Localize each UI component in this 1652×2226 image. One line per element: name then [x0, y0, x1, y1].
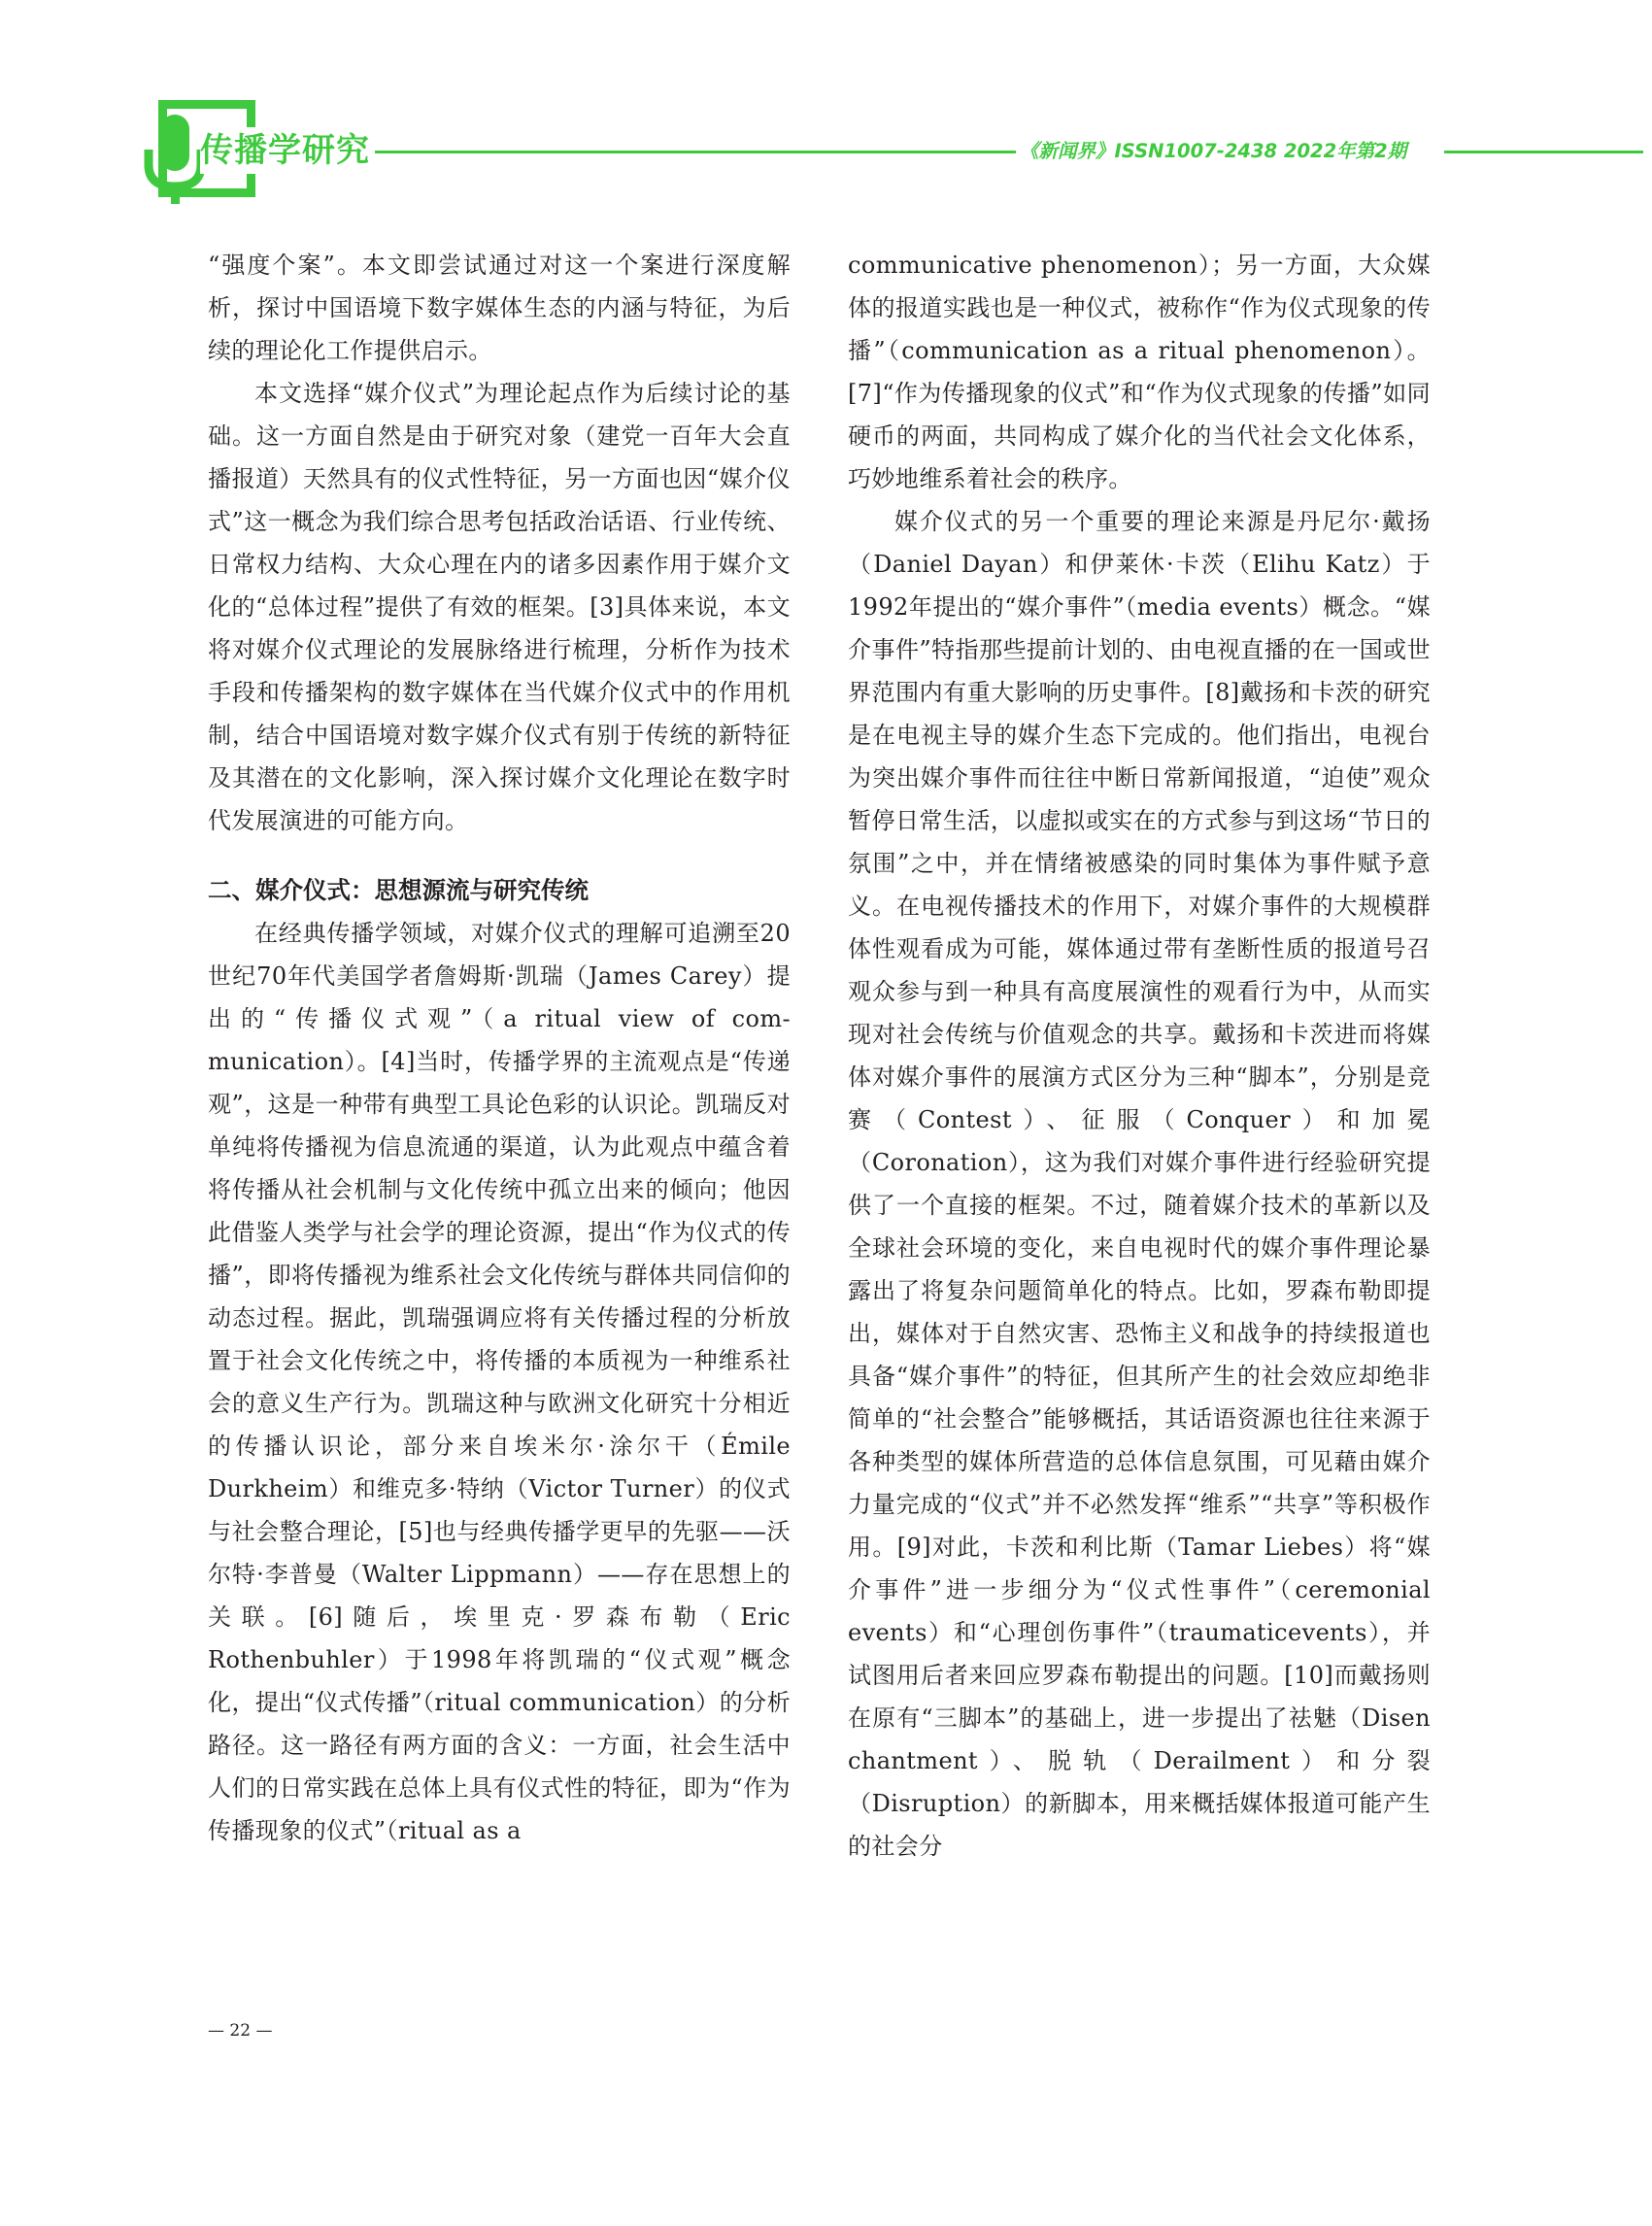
paragraph: communicative phenomenon）；另一方面，大众媒体的报道实践也是一种仪式，被称作“作为仪式现象的传播”（communication as a ritual phenomenon）。[7]“作为传播现象的仪式”和“作为仪式现象的传播”如同硬币的两面，共同构成了媒介化的当代社会文化体系，巧妙地维系着社会的秩序。 — [848, 252, 1431, 492]
journal-info: 《新闻界》ISSN1007-2438 2022年第2期 — [1020, 140, 1407, 162]
left-column — [208, 244, 791, 1852]
page-number: — 22 — — [208, 2021, 273, 2040]
paragraph: “强度个案”。本文即尝试通过对这一个案进行深度解析，探讨中国语境下数字媒体生态的内涵与特征，为后续的理论化工作提供启示。 — [208, 252, 791, 364]
header-rule-left — [375, 151, 1016, 153]
section-heading: 二、媒介仪式：思想源流与研究传统 — [208, 876, 589, 904]
paragraph: 本文选择“媒介仪式”为理论起点作为后续讨论的基础。这一方面自然是由于研究对象（建党一百年大会直播报道）天然具有的仪式性特征，另一方面也因“媒介仪式”这一概念为我们综合思考包括政治话语、行业传统、日常权力结构、大众心理在内的诸多因素作用于媒介文化的“总体过程”提供了有效的框架。[3]具体来说，本文将对媒介仪式理论的发展脉络进行梳理，分析作为技术手段和传播架构的数字媒体在当代媒介仪式中的作用机制，结合中国语境对数字媒介仪式有别于传统的新特征及其潜在的文化影响，深入探讨媒介文化理论在数字时代发展演进的可能方向。 — [208, 380, 791, 834]
paragraph: 在经典传播学领域，对媒介仪式的理解可追溯至20世纪70年代美国学者詹姆斯·凯瑞（James Carey）提出的“传播仪式观”（a ritual view of com-munication）。[4]当时，传播学界的主流观点是“传递观”，这是一种带有典型工具论色彩的认识论。凯瑞反对单纯将传播视为信息流通的渠道，认为此观点中蕴含着将传播从社会机制与文化传统中孤立出来的倾向；他因此借鉴人类学与社会学的理论资源，提出“作为仪式的传播”，即将传播视为维系社会文化传统与群体共同信仰的动态过程。据此，凯瑞强调应将有关传播过程的分析放置于社会文化传统之中，将传播的本质视为一种维系社会的意义生产行为。凯瑞这种与欧洲文化研究十分相近的传播认识论，部分来自埃米尔·涂尔干（Émile Durkheim）和维克多·特纳（Victor Turner）的仪式与社会整合理论，[5]也与经典传播学更早的先驱——沃尔特·李普曼（Walter Lippmann）——存在思想上的关联。[6]随后，埃里克·罗森布勒（Eric Rothenbuhler）于1998年将凯瑞的“仪式观”概念化，提出“仪式传播”（ritual communication）的分析路径。这一路径有两方面的含义：一方面，社会生活中人们的日常实践在总体上具有仪式性的特征，即为“作为传播现象的仪式”（ritual as a — [208, 920, 791, 1844]
header-rule-right — [1444, 151, 1643, 153]
section-name: 传播学研究 — [200, 127, 376, 174]
paragraph: 媒介仪式的另一个重要的理论来源是丹尼尔·戴扬（Daniel Dayan）和伊莱休·卡茨（Elihu Katz）于1992年提出的“媒介事件”（media events）概念。“媒介事件”特指那些提前计划的、由电视直播的在一国或世界范围内有重大影响的历史事件。[8]戴扬和卡茨的研究是在电视主导的媒介生态下完成的。他们指出，电视台为突出媒介事件而往往中断日常新闻报道，“迫使”观众暂停日常生活，以虚拟或实在的方式参与到这场“节日的氛围”之中，并在情绪被感染的同时集体为事件赋予意义。在电视传播技术的作用下，对媒介事件的大规模群体性观看成为可能，媒体通过带有垄断性质的报道号召观众参与到一种具有高度展演性的观看行为中，从而实现对社会传统与价值观念的共享。戴扬和卡茨进而将媒体对媒介事件的展演方式区分为三种“脚本”，分别是竞赛（Contest）、征服（Conquer）和加冕（Coronation），这为我们对媒介事件进行经验研究提供了一个直接的框架。不过，随着媒介技术的革新以及全球社会环境的变化，来自电视时代的媒介事件理论暴露出了将复杂问题简单化的特点。比如，罗森布勒即提出，媒体对于自然灾害、恐怖主义和战争的持续报道也具备“媒介事件”的特征，但其所产生的社会效应却绝非简单的“社会整合”能够概括，其话语资源也往往来源于各种类型的媒体所营造的总体信息氛围，可见藉由媒介力量完成的“仪式”并不必然发挥“维系”“共享”等积极作用。[9]对此，卡茨和利比斯（Tamar Liebes）将“媒介事件”进一步细分为“仪式性事件”（ceremonial events）和“心理创伤事件”（traumaticevents），并试图用后者来回应罗森布勒提出的问题。[10]而戴扬则在原有“三脚本”的基础上，进一步提出了祛魅（Disen chantment）、脱轨（Derailment）和分裂（Disruption）的新脚本，用来概括媒体报道可能产生的社会分 — [848, 508, 1431, 1860]
right-column — [848, 244, 1431, 1868]
